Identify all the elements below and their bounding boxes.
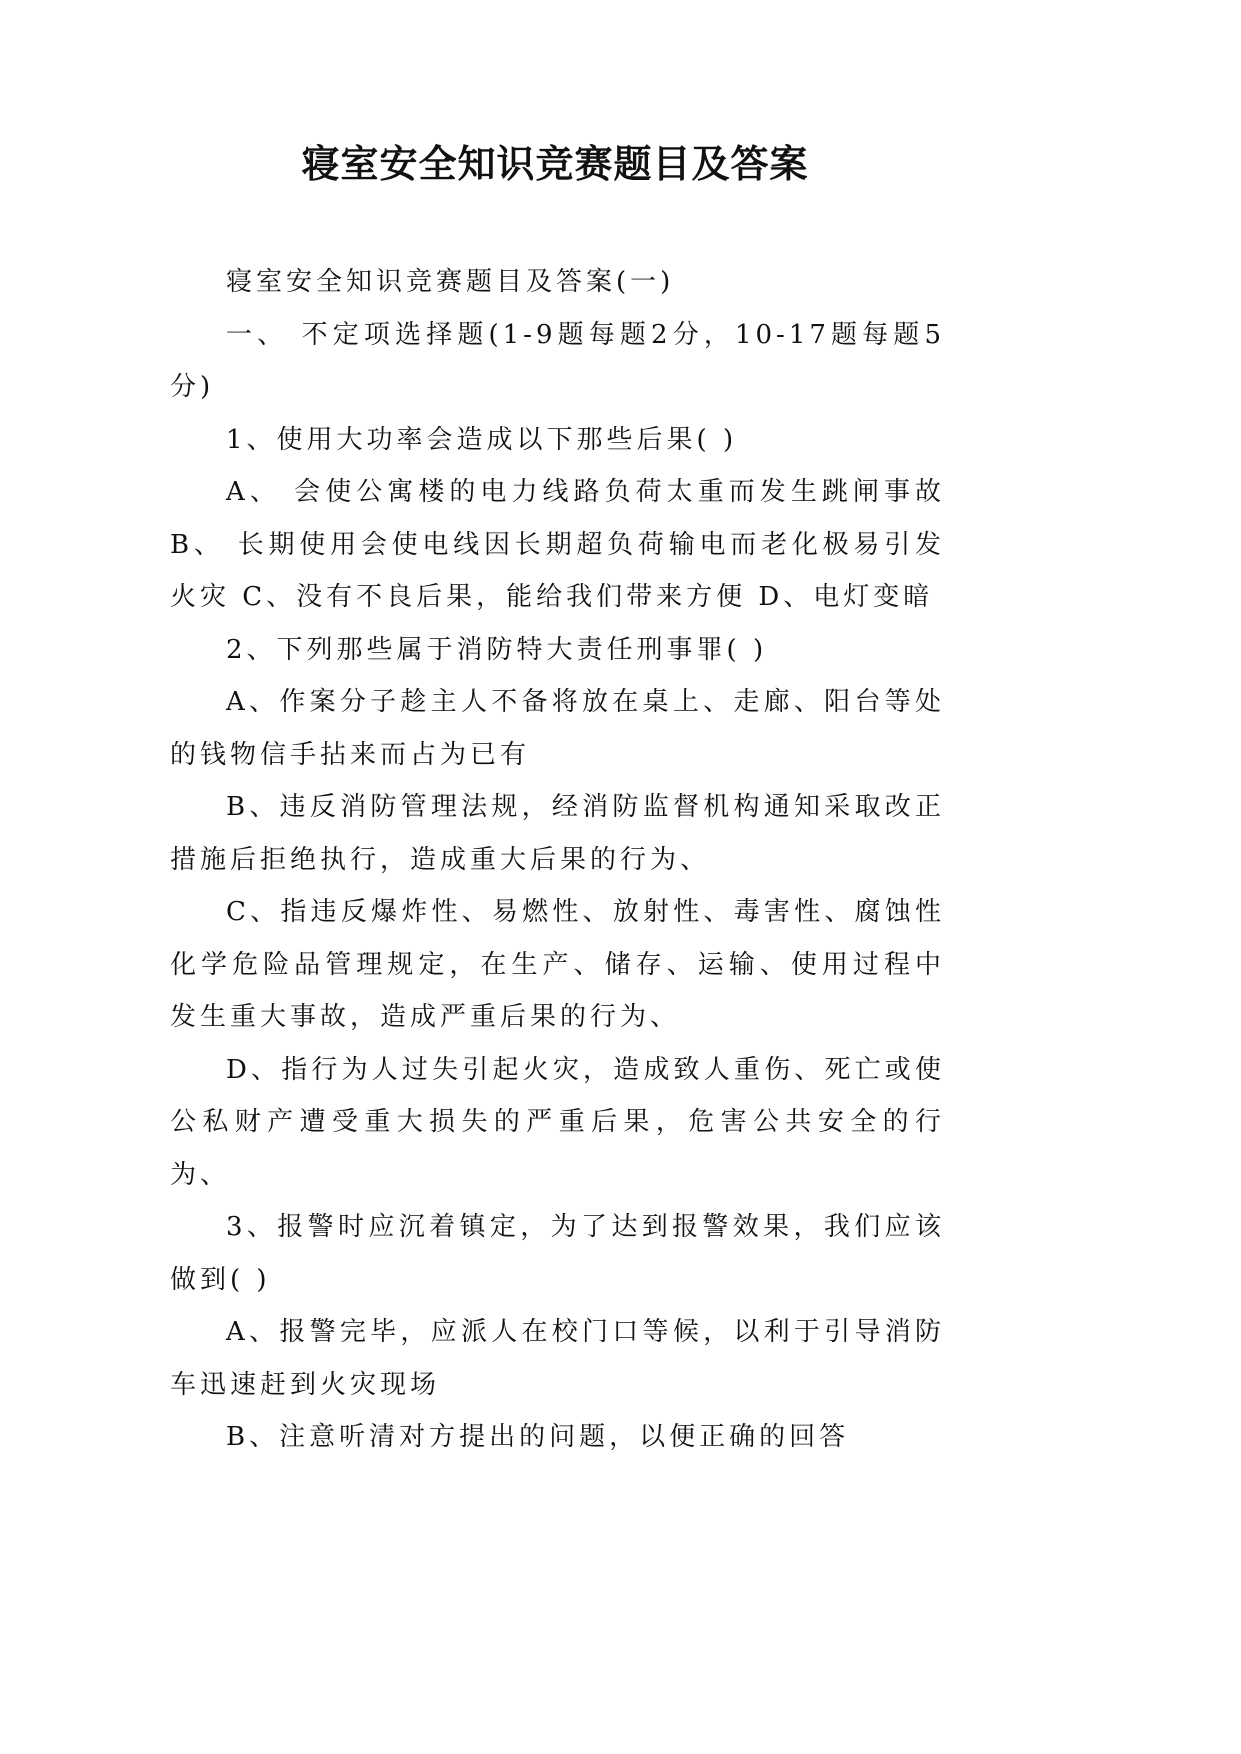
question-2: 2、下列那些属于消防特大责任刑事罪( ) xyxy=(226,634,768,665)
question-1-options: A、 会使公寓楼的电力线路负荷太重而发生跳闸事故 B、 长期使用会使电线因长期超负荷输电而老化极易引发火灾 C、没有不良后果，能给我们带来方便 D、电灯变暗 xyxy=(170,477,945,612)
question-1: 1、使用大功率会造成以下那些后果( ) xyxy=(226,424,738,455)
question-2-option-d: D、指行为人过失引起火灾，造成致人重伤、死亡或使公私财产遭受重大损失的严重后果，危害公共安全的行为、 xyxy=(170,1054,945,1190)
document-body xyxy=(170,256,945,1464)
question-2-option-b: B、违反消防管理法规，经消防监督机构通知采取改正措施后拒绝执行，造成重大后果的行为、 xyxy=(170,792,945,875)
document-title: 寝室安全知识竞赛题目及答案 xyxy=(301,141,809,186)
paragraph-subtitle: 寝室安全知识竞赛题目及答案(一) xyxy=(226,267,675,297)
question-3: 3、报警时应沉着镇定，为了达到报警效果，我们应该做到( ) xyxy=(170,1212,945,1295)
question-3-option-a: A、报警完毕，应派人在校门口等候，以利于引导消防车迅速赶到火灾现场 xyxy=(170,1317,945,1400)
paragraph-section-heading: 一、 不定项选择题(1-9题每题2分，10-17题每题5分) xyxy=(170,319,945,402)
question-3-option-b: B、注意听清对方提出的问题，以便正确的回答 xyxy=(226,1422,850,1452)
question-2-option-a: A、作案分子趁主人不备将放在桌上、走廊、阳台等处的钱物信手拈来而占为已有 xyxy=(170,687,945,770)
question-2-option-c: C、指违反爆炸性、易燃性、放射性、毒害性、腐蚀性化学危险品管理规定，在生产、储存、运输、使用过程中发生重大事故，造成严重后果的行为、 xyxy=(170,897,945,1032)
